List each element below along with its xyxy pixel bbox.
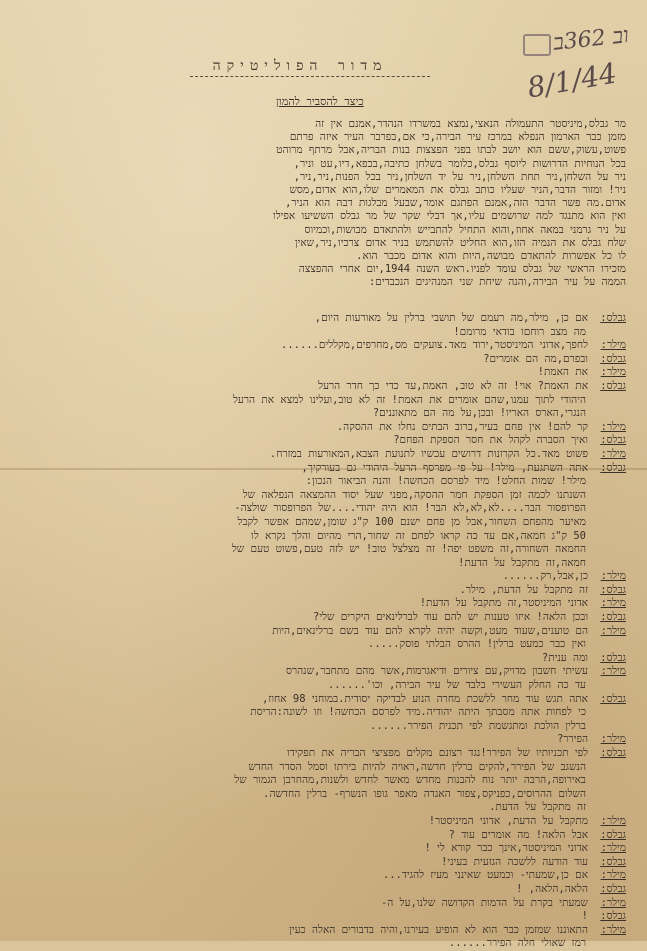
- dialogue-text: את האמת? אוי! זה לא טוב, האמת,עד כדי כך חדר הרעל: [318, 379, 588, 392]
- dialogue-text: אבל הלאה! מה אומרים עוד ?: [448, 828, 588, 841]
- dialogue-line: [22, 842, 626, 856]
- dialogue-line: [22, 774, 626, 788]
- dialogue-text: הנגרי,הארס האריו! ובכן,על מה הם מתאוננים?: [372, 407, 586, 420]
- dialogue-text: אתה תגש עוד מחר ללשכת מחרה הנוע לבדיקה יסודית.במוחני 98 אחוז,: [262, 692, 588, 705]
- intro-line: ניר! ומזור הדבר,הניר שעליו כותב גבלס את המאמרים שלו,הוא אדום,מסש: [289, 184, 626, 197]
- page-subtitle: כיצד להסביר להמון: [276, 95, 364, 108]
- speaker-label: גבלס:: [600, 882, 626, 895]
- page-title: מדור הפוליטיקה: [212, 58, 388, 74]
- speaker-label: מילר:: [600, 570, 626, 583]
- dialogue-line: [22, 706, 626, 720]
- handwritten-reference: וב 362ב: [552, 23, 631, 56]
- dialogue-line: [22, 815, 626, 829]
- speaker-label: גבלס:: [600, 828, 626, 841]
- dialogue-line: [22, 652, 626, 666]
- speaker-label: גבלס:: [600, 855, 626, 868]
- dialogue-line: [22, 679, 626, 693]
- intro-line: הממה על עיר הבירה,והנה שיחת שני המנהיגים הנכבדים:: [368, 276, 626, 289]
- speaker-label: גבלס:: [600, 434, 626, 447]
- dialogue-text: הם טוענים,שעוד מעט,וקשה יהיה לקרא להם עוד בשם ברלינאים,היות: [272, 624, 588, 637]
- handwritten-date: 8/1/44: [524, 56, 620, 105]
- speaker-label: גבלס:: [600, 461, 626, 474]
- dialogue-line: [22, 720, 626, 734]
- dialogue-line: [22, 897, 626, 911]
- speaker-label: גבלס:: [600, 379, 626, 392]
- dialogue-text: הלאה,הלאה, !: [516, 882, 588, 895]
- speaker-label: גבלס:: [600, 312, 626, 324]
- speaker-label: מילר:: [600, 814, 626, 827]
- dialogue-text: חמאה,זה מתקבל על הדעת!: [458, 556, 586, 569]
- intro-line: לו כל אפשרות להתאדם מבושה,היות והוא אדום מכבר הוא.: [356, 250, 626, 263]
- dialogue-text: אדוני המיניסטר,אינך כבר קורא לי !: [424, 842, 588, 855]
- dialogue-text: עד כה החלק העשירי בלבד של עיר הבירה, וכו'......: [327, 679, 586, 692]
- dialogue-line: [22, 502, 626, 516]
- intro-line: בכל הנוחיות הדרושות ליוסף גבלס,כלומר בשלחן כתיבה,בכפא,דיו,עט וניר,: [293, 157, 626, 170]
- speaker-label: מילר:: [600, 896, 626, 909]
- speaker-label: גבלס:: [600, 910, 626, 923]
- dialogue-text: השלום ההרוסים,כפניקס,צפור האגדה מאפר גופו הנשרף- ברלין החדשה.: [263, 787, 586, 800]
- dialogue-text: את האמת!: [537, 366, 588, 379]
- speaker-label: גבלס:: [600, 692, 626, 705]
- dialogue-text: התאוננו שמזמן כבר הוא לא הופיע בעירנו,והיה בדבורים האלה כעין: [289, 923, 588, 936]
- dialogue-line: [22, 434, 626, 448]
- speaker-label: מילר:: [600, 923, 626, 936]
- speaker-label: גבלס:: [600, 352, 626, 365]
- speaker-label: מילר:: [600, 597, 626, 610]
- dialogue-text: זה מתקבל על הדעת.: [489, 801, 586, 814]
- dialogue-line: [22, 937, 626, 951]
- dialogue-text: לפי תכניותיו של הפירר!נגד רצונם מקלים מפציצי הבריה את תפקידו: [287, 747, 588, 759]
- dialogue-line: [22, 856, 626, 870]
- dialogue-text: אם כן,שמעתי- וכמעט שאינני מעיז להגיד...: [382, 869, 588, 882]
- dialogue-text: החמאה השחורה,זה משפט יפה! זה מצלצל טוב! יש לזה טעם,פשוט טעם של: [231, 543, 586, 556]
- speaker-label: מילר:: [600, 665, 626, 678]
- dialogue-line: [22, 339, 626, 353]
- intro-line: מר גבלס,מיניסטר התעמולה הנאצי,נמצא במשרדו הנהדר,אמנם אין זה: [315, 118, 626, 130]
- dialogue-text: עשיתי חשבון מדויק,עם ציורים ודיאגרמות,אשר מהם מתחבר,שנהרס: [286, 665, 588, 678]
- dialogue-text: מילר! שמות החלט! מיד לפרסם הכחשה! והנה הביאור הנכון:: [305, 475, 586, 488]
- dialogue-text: רמז שאולי חלה הפירר......: [448, 937, 586, 950]
- dialogue-line: [22, 421, 626, 435]
- intro-line: שלח גבלס את הנמיה הזו,הוא החליט להשתמש בניר אדום צרכיו,ניר,שאין: [294, 236, 626, 249]
- dialogue-text: אדוני המיניסטר,זה מתקבל על הדעת!: [419, 597, 588, 610]
- dialogue-text: שמעתי בקרת על הדמות הקדושה שלנו,על ה-: [380, 896, 588, 909]
- intro-line: מזכירו הראשי של גבלס עומד לפניו.ראש השנה 1944,יום אחרי ההפצצה: [298, 263, 626, 276]
- dialogue-line: [22, 462, 626, 476]
- dialogue-line: [22, 910, 626, 924]
- dialogue-text: ומה ענית?: [541, 651, 588, 664]
- dialogue-text: ואיך הסברה לקהל את חסר הספקת הפחם?: [393, 434, 588, 447]
- dialogue-line: [22, 747, 626, 761]
- dialogue-line: [22, 883, 626, 897]
- speaker-label: גבלס:: [600, 651, 626, 664]
- intro-line: מזמן כבר הארמון הנפלא במרכז עיר הבירה,כי אם,בפרבר העיר איזה פרתם: [289, 131, 626, 144]
- dialogue-line: [22, 625, 626, 639]
- dialogue-text: זה מתקבל על הדעת, מילר.: [459, 583, 588, 596]
- dialogue-text: הנשגב של הפירר,להקים ברלין חדשה,ראויה להיות בירתו וסמל הסדר החדש: [248, 760, 586, 773]
- dialogue-text: !: [581, 910, 588, 923]
- dialogue-text: ובפרם,מה הם אומרים?: [483, 352, 588, 365]
- intro-line: ואין הוא מתנגד למה שרושמים עליו,אך דבלי שקר של מר גבלס הששיעו אפילו: [273, 210, 626, 223]
- dialogue-text: מה מצב רוחםו בודאי מרומם!: [453, 325, 586, 338]
- speaker-label: מילר:: [600, 869, 626, 882]
- dialogue-line: [22, 570, 626, 584]
- dialogue-line: [22, 312, 626, 326]
- speaker-label: גבלס:: [600, 747, 626, 759]
- dialogue-text: לחפך,אדוני המיניסטר,ירוד מאד.צועקים מס,מחרפים,מקללים......: [281, 339, 588, 352]
- dialogue-line: [22, 557, 626, 571]
- dialogue-line: [22, 353, 626, 367]
- dialogue-line: [22, 407, 626, 421]
- speaker-label: גבלס:: [600, 583, 626, 596]
- dialogue-line: [22, 516, 626, 530]
- dialogue-text: הפירר?: [557, 733, 588, 746]
- intro-line: פשוט,עשוק,ששם הוא יושב לבתו בפני הפצצות בנות הבריה,אבל מרתף מרוהט: [276, 144, 626, 157]
- dialogue-text: השנתנו לכמה זמן הספקת חמר ההסקה,מפני שעל יסוד ההמצאה הנפלאה של: [242, 488, 586, 501]
- intro-paragraph: [26, 118, 626, 290]
- dialogue-text: אם כן, מילר,מה רעמם של תושבי ברלין על מאורעות היום,: [314, 312, 588, 324]
- dialogue-line: [22, 366, 626, 380]
- dialogue-text: היהודי לתוך עמנו,שהם אומרים את האמת! זה לא טוב,ועלינו למצא את הרעל: [233, 393, 586, 406]
- dialogue-line: [22, 394, 626, 408]
- dialogue-text: ואין כבר כמעט ברלין! ההרס הבלתי פוסק.....: [368, 638, 586, 651]
- dialogue-line: [22, 638, 626, 652]
- intro-line: על ניר גרמני במאה אחוז,והוא התחיל להתבייש ולהתאדם מבושות,וכמיוס: [304, 223, 626, 236]
- speaker-label: מילר:: [600, 339, 626, 352]
- dialogue-line: [22, 869, 626, 883]
- dialogue-text: כי לפחות אתה מסבתך היתה יהודיה.מיד לפרסם הכחשה! וזו לשונה:הריסת: [250, 706, 586, 719]
- dialogue-line: [22, 788, 626, 802]
- dialogue-text: אתה השתגעת, מילר! על פי מפרסף הרעל היהודי גם בעורקיך,: [301, 461, 588, 474]
- speaker-label: מילר:: [600, 366, 626, 379]
- speaker-label: מילר:: [600, 733, 626, 746]
- dialogue-line: [22, 448, 626, 462]
- speaker-label: מילר:: [600, 447, 626, 460]
- dialogue-text: באירופה,הרבה יותר נוח להבנות מחדש מאשר לחדש ולשנות,מהחרבן הגמור של: [234, 774, 586, 787]
- intro-line: אדום.מה פשר הדבר הזה,אמנם הפתגם אומר,שבעל מבלגות דבה הוא הניר,: [285, 197, 626, 210]
- dialogue-line: [22, 475, 626, 489]
- dialogue-line: [22, 543, 626, 557]
- dialogue-text: ובכן הלאה! איזו טענות יש להם עוד לברלינאים היקרים שלי?: [313, 611, 588, 624]
- title-rule: [190, 76, 430, 77]
- stamp-mark: [523, 34, 551, 56]
- speaker-label: מילר:: [600, 624, 626, 637]
- speaker-label: מילר:: [600, 842, 626, 855]
- dialogue-section: [22, 312, 626, 951]
- dialogue-text: הפרופסור הבר....לא,לא,לא הבר! הוא היה יהודי....של הפרופסור שולצה-: [234, 502, 586, 515]
- dialogue-text: כן,אבל,רק......: [502, 570, 588, 583]
- dialogue-text: קר להם! אין פחם בעיר,ברוב הבתים נחלו את ההסקה.: [336, 420, 588, 433]
- dialogue-text: עוד הודעה ללשכה הגזעית בעיני!: [441, 855, 588, 868]
- speaker-label: מילר:: [600, 420, 626, 433]
- dialogue-line: [22, 326, 626, 340]
- dialogue-text: 50 ק"ג חמאה,אם עד כה קראו לפחם זה שחור,הרי מהיום והלך נקרא לו: [251, 529, 586, 542]
- dialogue-line: [22, 665, 626, 679]
- dialogue-text: מאיער מהפחם השחור,אבל מן פחם ישנם 100 ק"ג שומן,שמהם אפשר לקבל: [237, 515, 586, 528]
- dialogue-line: [22, 801, 626, 815]
- dialogue-line: [22, 611, 626, 625]
- speaker-label: גבלס:: [600, 611, 626, 624]
- dialogue-line: [22, 489, 626, 503]
- dialogue-line: [22, 924, 626, 938]
- dialogue-line: [22, 761, 626, 775]
- dialogue-line: [22, 584, 626, 598]
- intro-line: ניר על השלחן,ניר תחת השלחן,ניר על יד השלחן,ניר בכל הפנות,ניר,ניר,: [293, 170, 626, 183]
- dialogue-text: פשוט מאד.כל הקרונות דרושים עכשיו לתנועת הצבא,המאורעות במזרח.: [269, 447, 588, 460]
- dialogue-line: [22, 380, 626, 394]
- dialogue-text: ברלין הולכת ומתגשמת לפי תכנית הפירר......: [370, 719, 586, 732]
- dialogue-line: [22, 829, 626, 843]
- dialogue-line: [22, 530, 626, 544]
- dialogue-line: [22, 597, 626, 611]
- dialogue-line: [22, 693, 626, 707]
- dialogue-line: [22, 733, 626, 747]
- dialogue-text: מתקבל על הדעת, אדוני המיניסטר!: [428, 814, 588, 827]
